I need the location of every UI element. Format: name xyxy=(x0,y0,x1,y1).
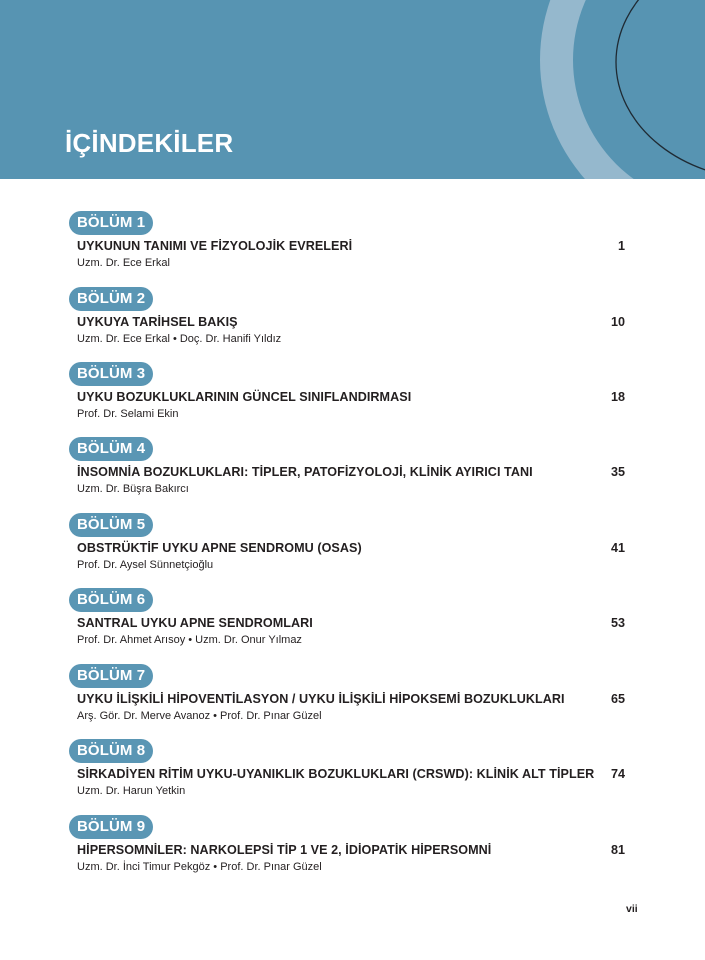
page-number[interactable]: 1 xyxy=(617,239,625,253)
chapter-badge: BÖLÜM 6 xyxy=(69,588,153,612)
chapter-title[interactable]: OBSTRÜKTİF UYKU APNE SENDROMU (OSAS) xyxy=(77,541,362,555)
page-number[interactable]: 65 xyxy=(610,692,625,706)
chapter-authors: Prof. Dr. Ahmet Arısoy • Uzm. Dr. Onur Yılmaz xyxy=(77,634,302,646)
chapter-authors: Uzm. Dr. Ece Erkal • Doç. Dr. Hanifi Yıldız xyxy=(77,333,282,345)
page-number[interactable]: 74 xyxy=(610,767,625,781)
toc-entry-3[interactable] xyxy=(69,362,629,432)
chapter-title[interactable]: İNSOMNİA BOZUKLUKLARI: TİPLER, PATOFİZYOLOJİ, KLİNİK AYIRICI TANI xyxy=(77,465,533,479)
chapter-authors: Arş. Gör. Dr. Merve Avanoz • Prof. Dr. Pınar Güzel xyxy=(77,710,322,722)
chapter-badge: BÖLÜM 9 xyxy=(69,815,153,839)
header-banner xyxy=(0,0,705,179)
toc-entry-6[interactable] xyxy=(69,588,629,658)
chapter-badge: BÖLÜM 5 xyxy=(69,513,153,537)
dark-ring xyxy=(616,0,705,179)
toc-entry-2[interactable] xyxy=(69,287,629,357)
chapter-authors: Uzm. Dr. Ece Erkal xyxy=(77,257,170,269)
toc-entry-7[interactable] xyxy=(69,664,629,734)
chapter-authors: Uzm. Dr. Harun Yetkin xyxy=(77,785,186,797)
chapter-title[interactable]: UYKUYA TARİHSEL BAKIŞ xyxy=(77,315,238,329)
chapter-title[interactable]: SANTRAL UYKU APNE SENDROMLARI xyxy=(77,616,313,630)
chapter-badge: BÖLÜM 7 xyxy=(69,664,153,688)
page-number[interactable]: 18 xyxy=(610,390,625,404)
chapter-title[interactable]: UYKU BOZUKLUKLARININ GÜNCEL SINIFLANDIRMASI xyxy=(77,390,412,404)
chapter-badge: BÖLÜM 2 xyxy=(69,287,153,311)
page-number[interactable]: 41 xyxy=(610,541,625,555)
chapter-badge: BÖLÜM 1 xyxy=(69,211,153,235)
chapter-authors: Uzm. Dr. İnci Timur Pekgöz • Prof. Dr. Pınar Güzel xyxy=(77,861,322,873)
page-folio: vii xyxy=(626,903,638,915)
chapter-title[interactable]: HİPERSOMNİLER: NARKOLEPSİ TİP 1 VE 2, İDİOPATİK HİPERSOMNİ xyxy=(77,843,492,857)
chapter-badge: BÖLÜM 8 xyxy=(69,739,153,763)
chapter-authors: Prof. Dr. Selami Ekin xyxy=(77,408,179,420)
chapter-authors: Prof. Dr. Aysel Sünnetçioğlu xyxy=(77,559,214,571)
chapter-badge: BÖLÜM 4 xyxy=(69,437,153,461)
chapter-title[interactable]: UYKU İLİŞKİLİ HİPOVENTİLASYON / UYKU İLİŞKİLİ HİPOKSEMİ BOZUKLUKLARI xyxy=(77,692,565,706)
chapter-badge: BÖLÜM 3 xyxy=(69,362,153,386)
page-title: İÇİNDEKİLER xyxy=(65,128,234,158)
toc-entry-8[interactable] xyxy=(69,739,629,809)
page-number[interactable]: 10 xyxy=(610,315,625,329)
chapter-title[interactable]: UYKUNUN TANIMI VE FİZYOLOJİK EVRELERİ xyxy=(77,239,353,253)
page-number[interactable]: 35 xyxy=(610,465,625,479)
chapter-title[interactable]: SİRKADİYEN RİTİM UYKU-UYANIKLIK BOZUKLUKLARI (CRSWD): KLİNİK ALT TİPLER xyxy=(77,767,595,781)
chapter-authors: Uzm. Dr. Büşra Bakırcı xyxy=(77,483,189,495)
toc-entry-4[interactable] xyxy=(69,437,629,507)
page-number[interactable]: 81 xyxy=(610,843,625,857)
page-number[interactable]: 53 xyxy=(610,616,625,630)
toc-entry-1[interactable] xyxy=(69,211,629,281)
toc-entry-9[interactable] xyxy=(69,815,629,885)
toc-entry-5[interactable] xyxy=(69,513,629,583)
